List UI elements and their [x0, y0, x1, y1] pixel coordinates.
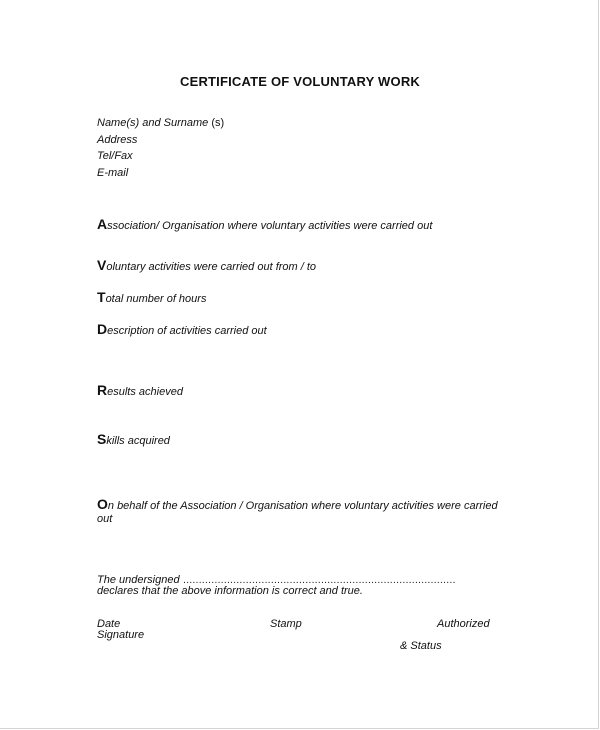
- authorized-label: Authorized: [437, 618, 490, 630]
- name-field-label: [97, 116, 224, 130]
- hours-text: otal number of hours: [105, 293, 207, 305]
- results-text: esults achieved: [107, 386, 183, 398]
- undersigned-label: The undersigned: [97, 574, 180, 586]
- undersigned-dots: ……………………………………………………………………………: [182, 575, 456, 586]
- period-initial: V: [97, 257, 107, 273]
- address-field-label: Address: [97, 134, 138, 146]
- description-text: escription of activities carried out: [107, 325, 267, 337]
- period-text: oluntary activities were carried out from / to: [106, 261, 317, 273]
- on-behalf-text: n behalf of the Association / Organisation where voluntary activities were carried out: [97, 500, 498, 525]
- declaration-statement: declares that the above information is correct and true.: [97, 585, 363, 597]
- hours-initial: T: [97, 289, 106, 305]
- skills-initial: S: [97, 431, 107, 447]
- name-label-suffix: (s): [211, 117, 225, 129]
- date-label: Date: [97, 618, 121, 630]
- description-initial: D: [97, 321, 108, 337]
- association-initial: A: [97, 216, 108, 232]
- on-behalf-initial: O: [97, 496, 108, 512]
- period-section-heading: [97, 258, 316, 274]
- description-section-heading: [97, 322, 267, 338]
- results-initial: R: [97, 382, 108, 398]
- telfax-field-label: Tel/Fax: [97, 150, 133, 162]
- email-field-label: E-mail: [97, 167, 129, 179]
- association-section-heading: [97, 217, 432, 233]
- association-text: ssociation/ Organisation where voluntary activities were carried out: [107, 220, 433, 232]
- hours-section-heading: [97, 290, 206, 306]
- status-label: & Status: [400, 640, 442, 652]
- stamp-label: Stamp: [270, 618, 302, 630]
- on-behalf-section-heading: [97, 498, 507, 526]
- results-section-heading: [97, 383, 183, 399]
- signature-label: Signature: [97, 629, 145, 641]
- document-title: CERTIFICATE OF VOLUNTARY WORK: [179, 74, 421, 89]
- skills-section-heading: [97, 432, 170, 448]
- skills-text: kills acquired: [106, 435, 170, 447]
- name-label-text: Name(s) and Surname: [97, 117, 209, 129]
